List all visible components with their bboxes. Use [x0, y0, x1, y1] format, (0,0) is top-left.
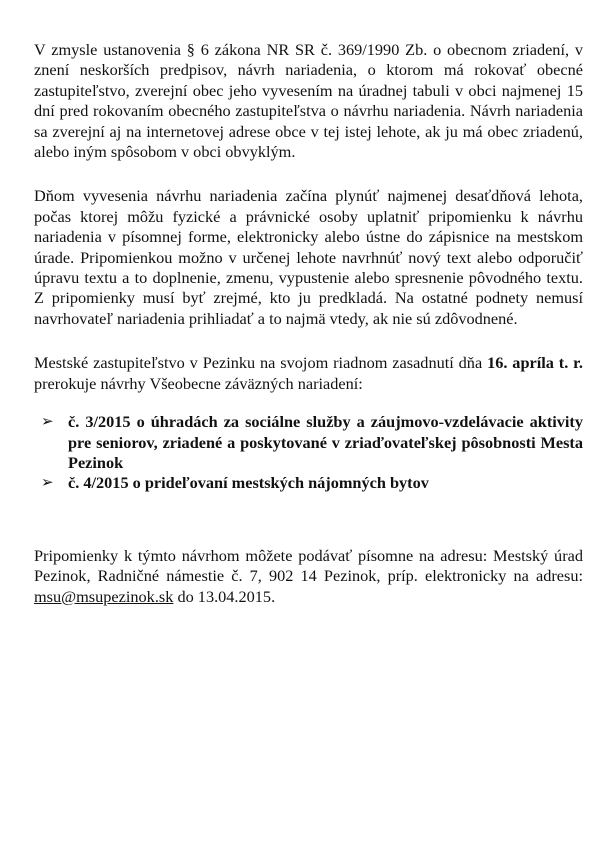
council-meeting-text-end: prerokuje návrhy Všeobecne záväzných nariadení: — [34, 373, 363, 393]
arrow-bullet-icon: ➢ — [41, 475, 54, 492]
meeting-date: 16. apríla t. r. — [487, 353, 583, 373]
council-meeting-text-start: Mestské zastupiteľstvo v Pezinku na svojom riadnom zasadnutí dňa — [34, 353, 488, 373]
paragraph-council-meeting — [34, 353, 583, 394]
submission-text-end: do 13.04.2015. — [173, 586, 276, 606]
list-item — [34, 412, 583, 473]
arrow-bullet-icon: ➢ — [41, 414, 54, 431]
paragraph-legal-basis: V zmysle ustanovenia § 6 zákona NR SR č. 369/1990 Zb. o obecnom zriadení, v znení neskorších predpisov, návrh nariadenia, o ktorom má rokovať obecné zastupiteľstvo, zverejní obec jeho vyvesením na úradnej tabuli v obci najmenej 15 dní pred rokovaním obecného zastupiteľstva o návrhu nariadenia. Návrh nariadenia sa zverejní aj na internetovej adrese obce v tej istej lehote, ak ju má obec zriadenú, alebo iným spôsobom v obci obvyklým. — [34, 40, 583, 162]
submission-text-start: Pripomienky k týmto návrhom môžete podávať písomne na adresu: Mestský úrad Pezinok, Radničné námestie č. 7, 902 14 Pezinok, príp. elektronicky na adresu: — [34, 545, 583, 586]
list-item — [34, 473, 583, 493]
paragraph-comment-period: Dňom vyvesenia návrhu nariadenia začína plynúť najmenej desaťdňová lehota, počas ktorej môžu fyzické a právnické osoby uplatniť pripomienku k návrhu nariadenia v písomnej forme, elektronicky alebo ústne do zápisnice na mestskom úrade. Pripomienkou možno v určenej lehote navrhnúť nový text alebo odporučiť úpravu textu a to doplnenie, zmenu, vypustenie alebo spresnenie pôvodného textu. Z pripomienky musí byť zrejmé, kto ju predkladá. Na ostatné podnety nemusí navrhovateľ nariadenia prihliadať a to najmä vtedy, ak nie sú zdôvodnené. — [34, 186, 583, 328]
regulation-item-text: č. 3/2015 o úhradách za sociálne služby a záujmovo-vzdelávacie aktivity pre seniorov, zriadené a poskytované v zriaďovateľskej pôsobnosti Mesta Pezinok — [68, 412, 583, 472]
regulation-item-text: č. 4/2015 o prideľovaní mestských nájomných bytov — [68, 473, 429, 493]
email-link[interactable]: msu@msupezinok.sk — [34, 586, 174, 606]
document-page — [34, 40, 583, 607]
paragraph-submission-info — [34, 546, 583, 607]
regulation-list — [34, 412, 583, 494]
